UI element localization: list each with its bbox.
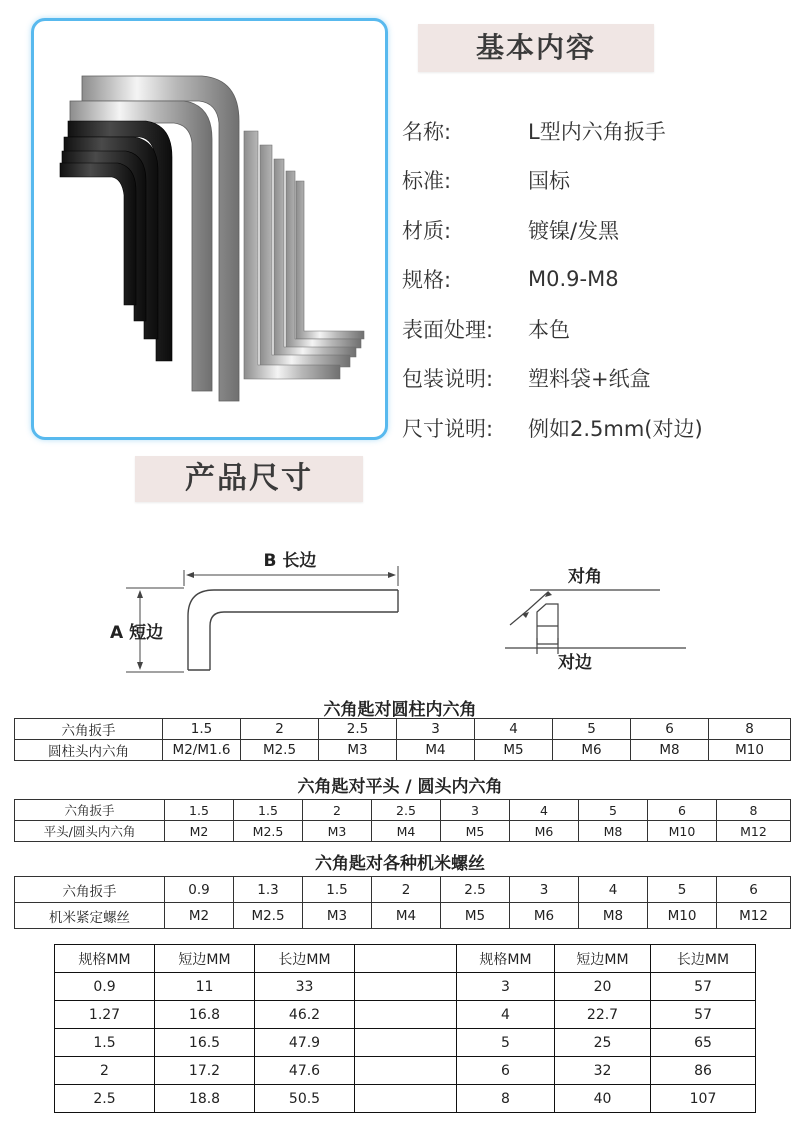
table-cell: 33 bbox=[255, 973, 355, 1001]
spec-value: 塑料袋+纸盒 bbox=[528, 367, 651, 392]
table-cell: 16.8 bbox=[155, 1001, 255, 1029]
spec-key: 名称: bbox=[402, 119, 452, 144]
table-row bbox=[15, 877, 791, 903]
table-header: 短边MM bbox=[555, 945, 651, 973]
table-row bbox=[55, 973, 756, 1001]
table-cell: 2 bbox=[372, 877, 441, 903]
spec-value: 例如2.5mm(对边) bbox=[528, 416, 703, 441]
table-cell: 4 bbox=[579, 877, 648, 903]
table-cell: M8 bbox=[631, 740, 709, 761]
table-cell: 2.5 bbox=[441, 877, 510, 903]
table-cell: 1.5 bbox=[163, 719, 241, 740]
table-header: 规格MM bbox=[457, 945, 555, 973]
short-side-label: A 短边 bbox=[110, 623, 164, 643]
table-cell: 57 bbox=[651, 1001, 756, 1029]
spec-row-material bbox=[402, 205, 792, 255]
table-cell: M2 bbox=[165, 903, 234, 929]
table-cell: 107 bbox=[651, 1085, 756, 1113]
spec-list bbox=[402, 106, 792, 453]
table-cell: 6 bbox=[717, 877, 791, 903]
socket-cap-table bbox=[14, 718, 791, 761]
table-cell: 32 bbox=[555, 1057, 651, 1085]
table-cell: 圆柱头内六角 bbox=[15, 740, 163, 761]
table-cell: M10 bbox=[648, 821, 717, 842]
table-cell: M12 bbox=[717, 821, 791, 842]
table-cell: 22.7 bbox=[555, 1001, 651, 1029]
table-cell: M2/M1.6 bbox=[163, 740, 241, 761]
spec-row-specification bbox=[402, 255, 792, 305]
table-cell: 8 bbox=[709, 719, 791, 740]
table-cell: 3 bbox=[457, 973, 555, 1001]
table-cell: M6 bbox=[553, 740, 631, 761]
table-cell: 86 bbox=[651, 1057, 756, 1085]
table-cell: 25 bbox=[555, 1029, 651, 1057]
spec-key: 表面处理: bbox=[402, 317, 494, 342]
spec-row-name bbox=[402, 106, 792, 156]
table-row bbox=[15, 719, 791, 740]
table-cell: 2.5 bbox=[372, 800, 441, 821]
spec-row-surface bbox=[402, 304, 792, 354]
table-cell: 47.6 bbox=[255, 1057, 355, 1085]
table-cell: M8 bbox=[579, 821, 648, 842]
table-cell bbox=[355, 1085, 457, 1113]
table-cell: 8 bbox=[717, 800, 791, 821]
table-cell: 2.5 bbox=[319, 719, 397, 740]
table-cell: 3 bbox=[510, 877, 579, 903]
table-cell: M4 bbox=[372, 821, 441, 842]
spec-value: M0.9-M8 bbox=[528, 267, 619, 292]
table-cell: 47.9 bbox=[255, 1029, 355, 1057]
table-cell: 6 bbox=[631, 719, 709, 740]
table-cell: 2.5 bbox=[55, 1085, 155, 1113]
table-cell: M3 bbox=[319, 740, 397, 761]
product-photo bbox=[31, 18, 388, 440]
dimension-table bbox=[54, 944, 756, 1113]
table-cell: 4 bbox=[475, 719, 553, 740]
spec-row-standard bbox=[402, 156, 792, 206]
table-cell: 3 bbox=[441, 800, 510, 821]
table-cell: 1.5 bbox=[234, 800, 303, 821]
table-cell bbox=[355, 1001, 457, 1029]
spec-value: 国标 bbox=[528, 169, 570, 194]
table-row bbox=[15, 740, 791, 761]
basic-content-banner: 基本内容 bbox=[418, 24, 654, 72]
hex-section-drawing bbox=[505, 590, 686, 654]
table-cell: 18.8 bbox=[155, 1085, 255, 1113]
table-cell: 1.27 bbox=[55, 1001, 155, 1029]
table-cell bbox=[355, 1029, 457, 1057]
table-cell: 40 bbox=[555, 1085, 651, 1113]
table-cell: 4 bbox=[510, 800, 579, 821]
across-flats-label: 对边 bbox=[558, 653, 592, 673]
table-cell: 1.3 bbox=[234, 877, 303, 903]
table-row bbox=[15, 800, 791, 821]
table-cell: 2 bbox=[55, 1057, 155, 1085]
table-cell: M5 bbox=[441, 821, 510, 842]
table-cell: 65 bbox=[651, 1029, 756, 1057]
table-cell: 4 bbox=[457, 1001, 555, 1029]
table-cell: 8 bbox=[457, 1085, 555, 1113]
table-cell: 1.5 bbox=[165, 800, 234, 821]
table-cell: 机米紧定螺丝 bbox=[15, 903, 165, 929]
set-screw-table bbox=[14, 876, 791, 929]
spec-value: 镀镍/发黑 bbox=[528, 218, 620, 243]
long-side-label: B 长边 bbox=[263, 551, 317, 571]
table-cell: 六角扳手 bbox=[15, 719, 163, 740]
flat-round-head-table bbox=[14, 799, 791, 842]
product-size-banner: 产品尺寸 bbox=[135, 456, 363, 502]
table-row bbox=[55, 1001, 756, 1029]
table-cell: M8 bbox=[579, 903, 648, 929]
table-cell: M5 bbox=[475, 740, 553, 761]
table-cell: 50.5 bbox=[255, 1085, 355, 1113]
table-cell: 0.9 bbox=[165, 877, 234, 903]
spec-key: 材质: bbox=[402, 218, 452, 243]
table-cell: M2 bbox=[165, 821, 234, 842]
table-cell: 0.9 bbox=[55, 973, 155, 1001]
table-cell: 2 bbox=[303, 800, 372, 821]
table-cell bbox=[355, 973, 457, 1001]
table-cell: 1.5 bbox=[55, 1029, 155, 1057]
table-cell: 六角扳手 bbox=[15, 800, 165, 821]
table2-title: 六角匙对平头 / 圆头内六角 bbox=[297, 777, 503, 797]
table-cell: M2.5 bbox=[234, 903, 303, 929]
table-cell: M12 bbox=[717, 903, 791, 929]
table-cell: M6 bbox=[510, 821, 579, 842]
table-row bbox=[55, 1029, 756, 1057]
table-cell: 5 bbox=[648, 877, 717, 903]
table-cell: M2.5 bbox=[234, 821, 303, 842]
table-header: 长边MM bbox=[651, 945, 756, 973]
table-header bbox=[355, 945, 457, 973]
table-cell: 46.2 bbox=[255, 1001, 355, 1029]
table-cell: 5 bbox=[579, 800, 648, 821]
table-cell: 6 bbox=[457, 1057, 555, 1085]
spec-key: 规格: bbox=[402, 268, 452, 293]
table-cell: 1.5 bbox=[303, 877, 372, 903]
table-cell: 5 bbox=[457, 1029, 555, 1057]
table-cell: 5 bbox=[553, 719, 631, 740]
table-cell: 16.5 bbox=[155, 1029, 255, 1057]
table-row bbox=[55, 1057, 756, 1085]
table-row bbox=[15, 821, 791, 842]
spec-row-size-note bbox=[402, 403, 792, 453]
table-cell: 17.2 bbox=[155, 1057, 255, 1085]
table-cell: M6 bbox=[510, 903, 579, 929]
l-key-drawing bbox=[188, 590, 398, 670]
spec-row-packaging bbox=[402, 354, 792, 404]
table-cell: 20 bbox=[555, 973, 651, 1001]
table-cell: 2 bbox=[241, 719, 319, 740]
table-cell: M4 bbox=[372, 903, 441, 929]
table-cell: M4 bbox=[397, 740, 475, 761]
table-cell: 57 bbox=[651, 973, 756, 1001]
table-cell: 平头/圆头内六角 bbox=[15, 821, 165, 842]
spec-key: 包装说明: bbox=[402, 367, 494, 392]
across-corners-label: 对角 bbox=[568, 567, 602, 587]
table-header: 规格MM bbox=[55, 945, 155, 973]
table-row bbox=[55, 1085, 756, 1113]
table-cell: M10 bbox=[648, 903, 717, 929]
table-cell: 6 bbox=[648, 800, 717, 821]
hex-key-set-image bbox=[34, 21, 385, 437]
table-cell: 11 bbox=[155, 973, 255, 1001]
table-cell: 六角扳手 bbox=[15, 877, 165, 903]
table-header: 长边MM bbox=[255, 945, 355, 973]
spec-value: L型内六角扳手 bbox=[528, 119, 666, 144]
table-header-row bbox=[55, 945, 756, 973]
table-cell bbox=[355, 1057, 457, 1085]
spec-key: 尺寸说明: bbox=[402, 416, 494, 441]
table-cell: M3 bbox=[303, 821, 372, 842]
table-cell: M3 bbox=[303, 903, 372, 929]
dimension-diagram bbox=[0, 530, 800, 690]
table-header: 短边MM bbox=[155, 945, 255, 973]
table-row bbox=[15, 903, 791, 929]
spec-key: 标准: bbox=[402, 169, 452, 194]
table-cell: M10 bbox=[709, 740, 791, 761]
table-cell: M2.5 bbox=[241, 740, 319, 761]
table1-title: 六角匙对圆柱内六角 bbox=[323, 700, 477, 720]
table-cell: 3 bbox=[397, 719, 475, 740]
table-cell: M5 bbox=[441, 903, 510, 929]
spec-value: 本色 bbox=[528, 317, 570, 342]
table3-title: 六角匙对各种机米螺丝 bbox=[315, 854, 485, 874]
